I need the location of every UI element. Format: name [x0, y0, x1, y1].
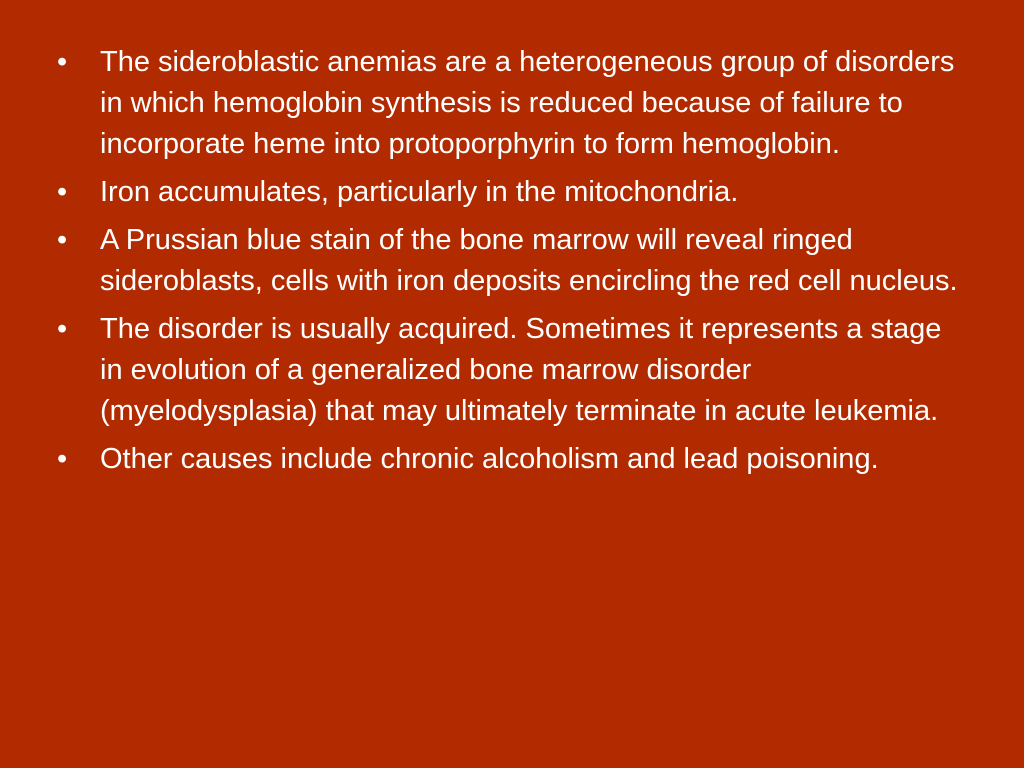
bullet-dot-icon: •	[57, 176, 68, 208]
bullet-item	[57, 220, 972, 302]
bullet-text: Other causes include chronic alcoholism and lead poisoning.	[100, 443, 879, 475]
bullet-dot-icon: •	[57, 224, 68, 256]
bullet-dot-icon: •	[57, 443, 68, 475]
bullet-dot-icon: •	[57, 46, 68, 78]
bullet-item	[57, 42, 972, 165]
bullet-item	[57, 439, 972, 480]
bullet-item	[57, 309, 972, 432]
bullet-list	[57, 42, 972, 487]
bullet-text: A Prussian blue stain of the bone marrow will reveal ringed sideroblasts, cells with iron deposits encircling the red cell nucleus.	[100, 224, 958, 297]
bullet-text: The disorder is usually acquired. Sometimes it represents a stage in evolution of a generalized bone marrow disorder (myelodysplasia) that may ultimately terminate in acute leukemia.	[100, 313, 942, 427]
bullet-text: The sideroblastic anemias are a heterogeneous group of disorders in which hemoglobin synthesis is reduced because of failure to incorporate heme into protoporphyrin to form hemoglobin.	[100, 46, 955, 160]
bullet-item	[57, 172, 972, 213]
bullet-text: Iron accumulates, particularly in the mitochondria.	[100, 176, 739, 208]
bullet-dot-icon: •	[57, 313, 68, 345]
